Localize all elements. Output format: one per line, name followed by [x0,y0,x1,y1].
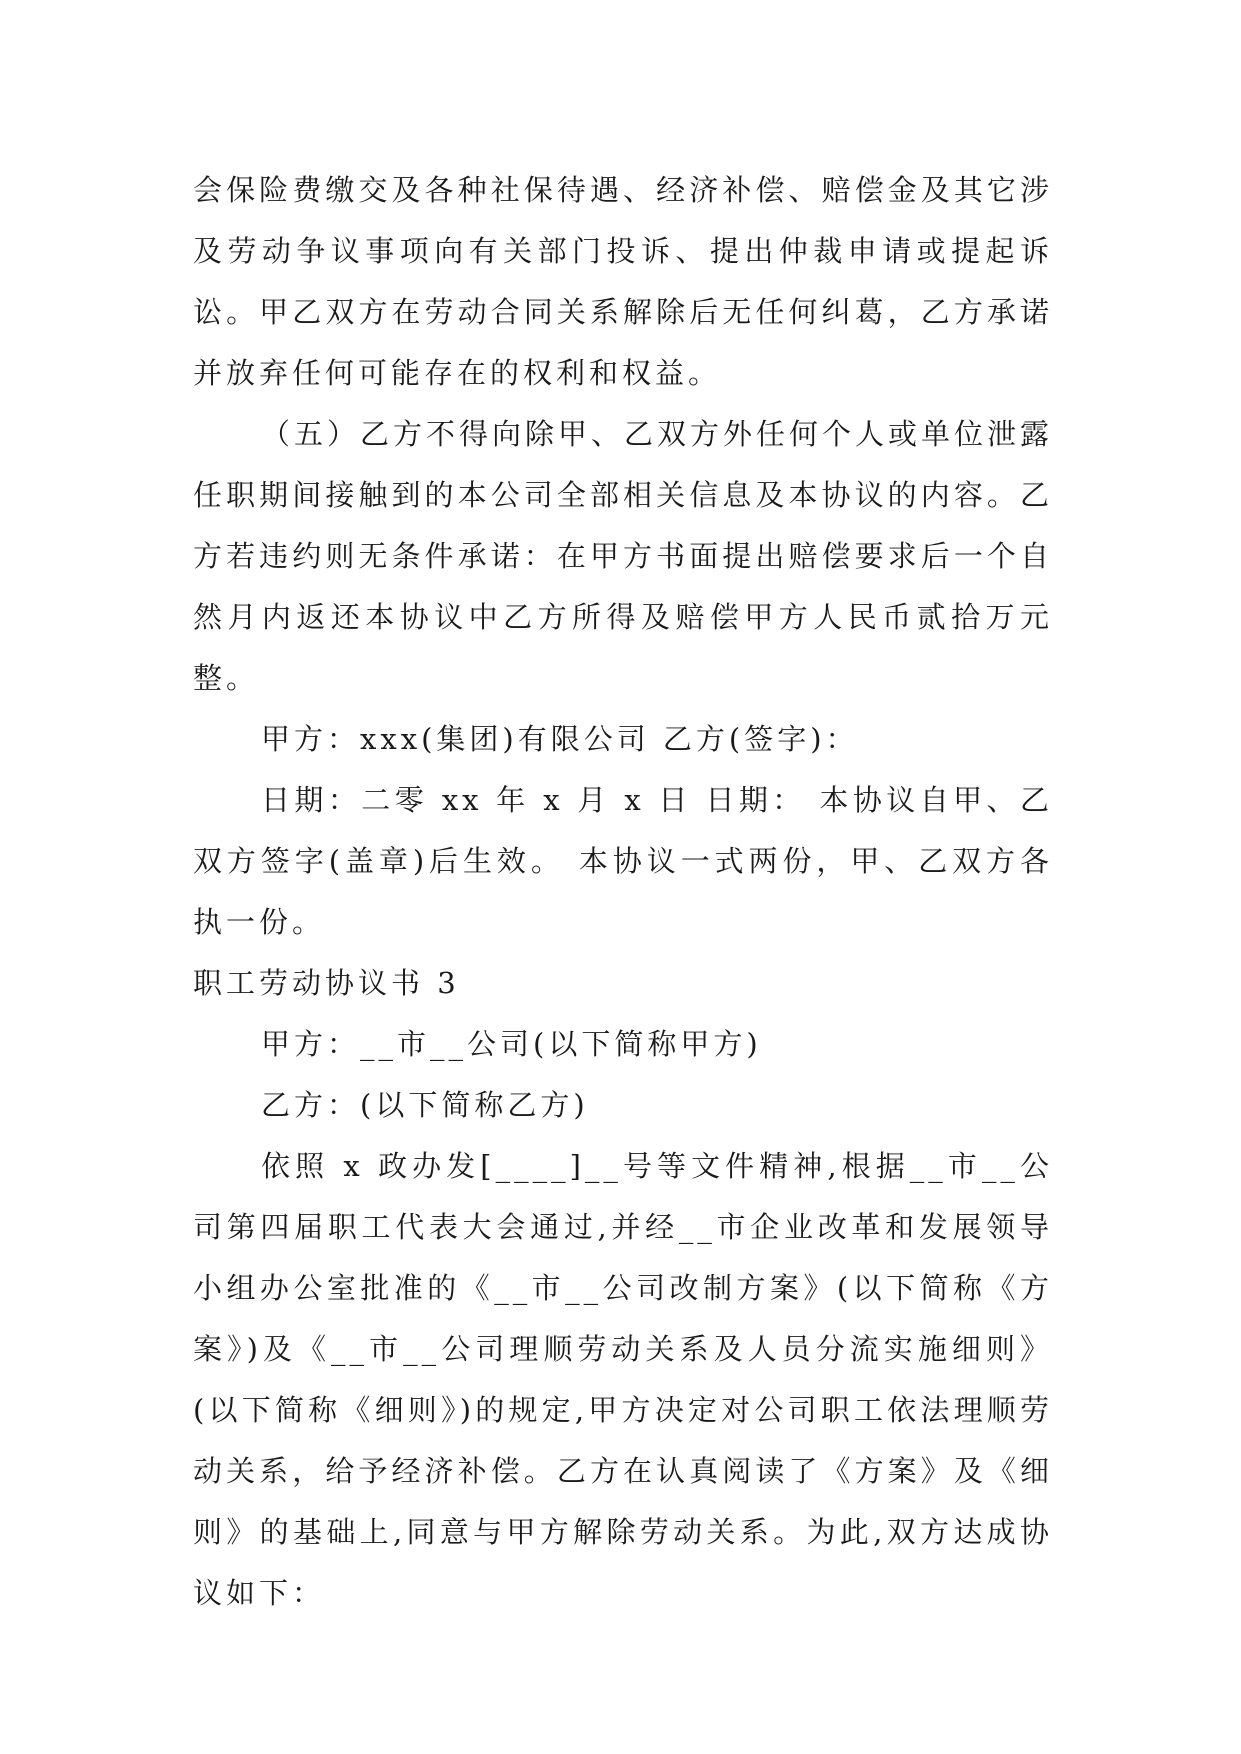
paragraph-date-effectiveness: 日期：二零 xx 年 x 月 x 日 日期： 本协议自甲、乙双方签字(盖章)后生效。 本协议一式两份，甲、乙双方各执一份。 [193,783,1053,939]
paragraph-party-b: 乙方：(以下简称乙方) [261,1088,589,1122]
paragraph-social-insurance-waiver: 会保险费缴交及各种社保待遇、经济补偿、赔偿金及其它涉及劳动争议事项向有关部门投诉、提出仲裁申请或提起诉讼。甲乙双方在劳动合同关系解除后无任何纠葛，乙方承诺并放弃任何可能存在的权利和权益。 [193,173,1053,390]
paragraph-basis-agreement: 依照 x 政办发[____]__号等文件精神,根据__市__公司第四届职工代表大会通过,并经__市企业改革和发展领导小组办公室批准的《__市__公司改制方案》(以下简称《方案》)及《__市__公司理顺劳动关系及人员分流实施细则》(以下简称《细则》)的规定,甲方决定对公司职工依法理顺劳动关系，给予经济补偿。乙方在认真阅读了《方案》及《细则》的基础上,同意与甲方解除劳动关系。为此,双方达成协议如下： [193,1149,1053,1610]
section-title: 职工劳动协议书 3 [193,966,460,1000]
paragraph-confidentiality-clause: （五）乙方不得向除甲、乙双方外任何个人或单位泄露任职期间接触到的本公司全部相关信息及本协议的内容。乙方若违约则无条件承诺：在甲方书面提出赔偿要求后一个自然月内返还本协议中乙方所得及赔偿甲方人民币贰拾万元整。 [193,417,1054,695]
paragraph-parties-signature: 甲方：xxx(集团)有限公司 乙方(签字)： [261,722,859,756]
document-body [193,160,1053,1624]
paragraph-party-a: 甲方：__市__公司(以下简称甲方) [261,1027,762,1061]
